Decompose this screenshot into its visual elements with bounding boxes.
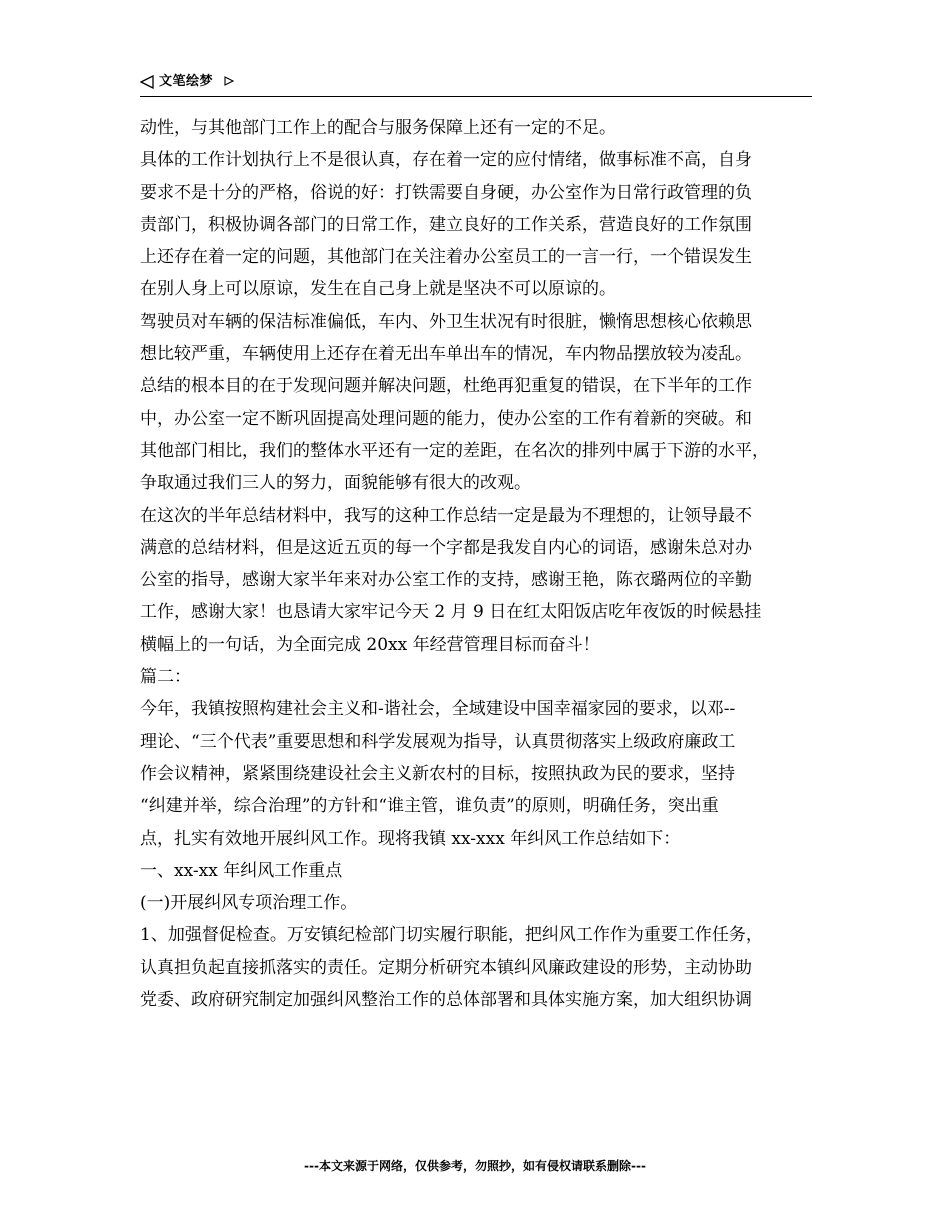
text-line: 作会议精神，紧紧围绕建设社会主义新农村的目标，按照执政为民的要求，坚持 [140,763,735,784]
text-line: 满意的总结材料，但是这近五页的每一个字都是我发自内心的词语，感谢朱总对办 [140,537,752,558]
text-line: 争取通过我们三人的努力，面貌能够有很大的改观。 [140,473,531,494]
document-body [140,112,815,1016]
text-line: 横幅上的一句话，为全面完成 20xx 年经营管理目标而奋斗！ [140,634,600,655]
text-line: 总结的根本目的在于发现问题并解决问题，杜绝再犯重复的错误，在下半年的工作 [140,376,752,397]
text-line: 上还存在着一定的问题，其他部门在关注着办公室员工的一言一行，一个错误发生 [140,247,752,268]
text-line: 其他部门相比，我们的整体水平还有一定的差距，在名次的排列中属于下游的水平， [140,440,769,461]
header-brand: 文笔绘梦 [159,74,214,89]
text-line: 要求不是十分的严格，俗说的好：打铁需要自身硬，办公室作为日常行政管理的负 [140,182,752,203]
text-line: 中，办公室一定不断巩固提高处理问题的能力，使办公室的工作有着新的突破。和 [140,408,752,429]
text-line: 点，扎实有效地开展纠风工作。现将我镇 xx-xxx 年纠风工作总结如下： [140,828,681,849]
text-line: 工作，感谢大家！也恳请大家牢记今天 2 月 9 日在红太阳饭店吃年夜饭的时候悬挂 [140,602,762,623]
text-line: 今年，我镇按照构建社会主义和-谐社会，全域建设中国幸福家园的要求，以邓-- [140,699,736,720]
page-header [140,72,812,97]
text-line: 理论、“三个代表”重要思想和科学发展观为指导，认真贯彻落实上级政府廉政工 [140,731,736,752]
text-line: 公室的指导，感谢大家半年来对办公室工作的支持，感谢王艳，陈衣璐两位的辛勤 [140,570,752,591]
triangle-left-icon [140,75,154,89]
text-line: 篇二： [140,667,191,688]
triangle-right-icon [224,76,234,86]
text-line: (一)开展纠风专项治理工作。 [140,893,358,914]
text-line: 在别人身上可以原谅，发生在自己身上就是坚决不可以原谅的。 [140,279,616,300]
text-line: 具体的工作计划执行上不是很认真，存在着一定的应付情绪，做事标准不高，自身 [140,150,752,171]
text-line: 动性，与其他部门工作上的配合与服务保障上还有一定的不足。 [140,118,616,138]
text-line: “纠建并举，综合治理”的方针和“谁主管，谁负责”的原则，明确任务，突出重 [140,796,719,817]
text-line: 一、xx-xx 年纠风工作重点 [140,860,343,881]
text-line: 在这次的半年总结材料中，我写的这种工作总结一定是最为不理想的，让领导最不 [140,505,752,526]
text-line: 责部门，积极协调各部门的日常工作，建立良好的工作关系，营造良好的工作氛围 [140,214,752,235]
text-line: 认真担负起直接抓落实的责任。定期分析研究本镇纠风廉政建设的形势，主动协助 [140,957,752,978]
text-line: 1、加强督促检查。万安镇纪检部门切实履行职能，把纠风工作作为重要工作任务， [140,925,763,946]
text-line: 党委、政府研究制定加强纠风整治工作的总体部署和具体实施方案，加大组织协调 [140,990,752,1011]
text-line: 想比较严重，车辆使用上还存在着无出车单出车的情况，车内物品摆放较为凌乱。 [140,344,752,365]
text-line: 驾驶员对车辆的保洁标准偏低，车内、外卫生状况有时很脏，懒惰思想核心依赖思 [140,311,752,332]
page-footer: ---本文来源于网络，仅供参考，勿照抄，如有侵权请联系删除--- [304,1159,646,1173]
